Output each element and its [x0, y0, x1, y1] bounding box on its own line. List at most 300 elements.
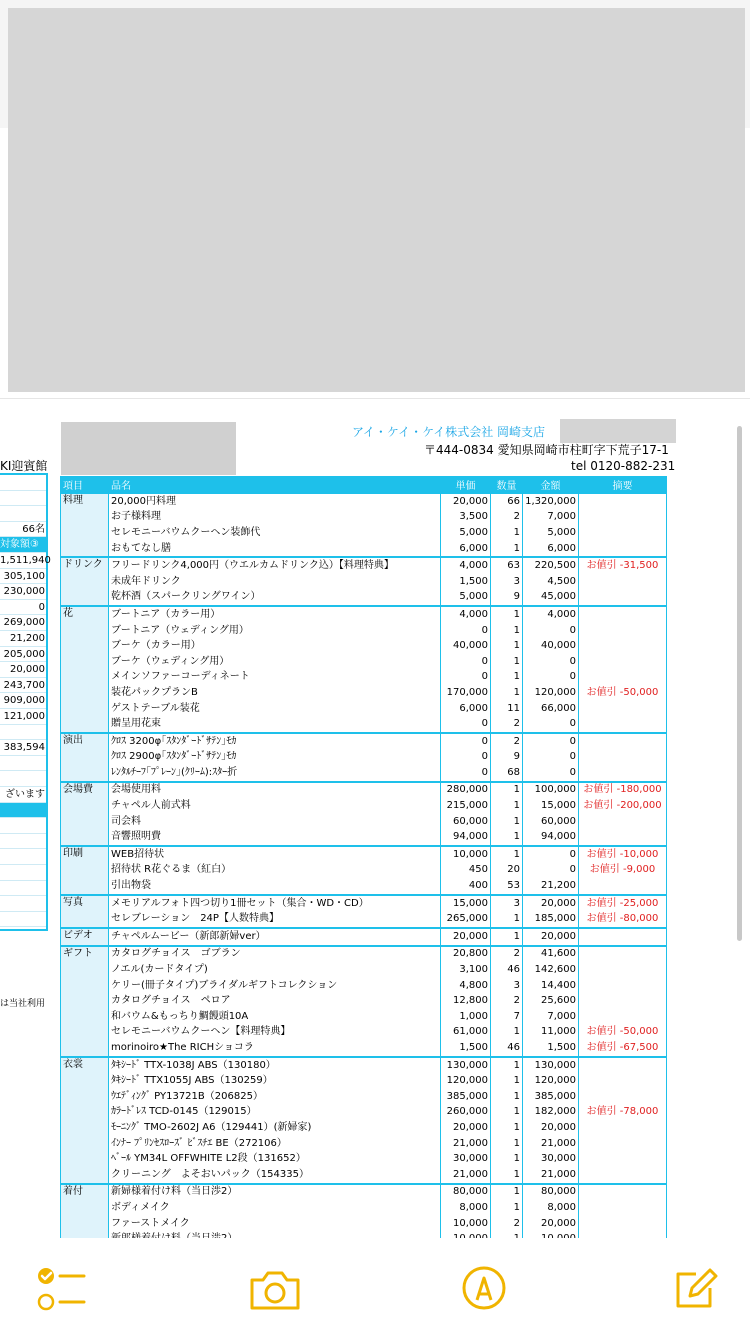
item-name: ｸﾛｽ 2900φ｢ｽﾀﾝﾀﾞｰﾄﾞｻﾃﾝ｣ﾓｶ: [109, 750, 441, 766]
quantity: 2: [491, 510, 523, 526]
quantity: 2: [491, 716, 523, 733]
table-row: [61, 928, 667, 946]
table-row: [61, 670, 667, 686]
quantity: 1: [491, 1057, 523, 1074]
amount: 185,000: [523, 911, 579, 928]
item-name: メインソファーコーディネート: [109, 670, 441, 686]
table-row: [61, 685, 667, 701]
left-panel-note: は当社利用: [0, 999, 46, 1009]
item-name: 司会料: [109, 814, 441, 830]
category-cell: [61, 1151, 109, 1167]
header-category: 項目: [61, 477, 109, 494]
amount: 8,000: [523, 1200, 579, 1216]
table-row: [61, 1073, 667, 1089]
amount: 220,500: [523, 557, 579, 574]
quantity: 1: [491, 1120, 523, 1136]
quantity: 9: [491, 750, 523, 766]
category-cell: [61, 863, 109, 879]
quantity: 66: [491, 493, 523, 510]
unit-price: 0: [441, 765, 491, 782]
unit-price: 0: [441, 670, 491, 686]
unit-price: 6,000: [441, 541, 491, 558]
unit-price: 21,000: [441, 1167, 491, 1184]
discount-note: お値引 -200,000: [579, 798, 667, 814]
unit-price: 0: [441, 716, 491, 733]
item-name: ｸﾛｽ 3200φ｢ｽﾀﾝﾀﾞｰﾄﾞｻﾃﾝ｣ﾓｶ: [109, 733, 441, 750]
left-panel-row: 対象額③: [0, 537, 46, 553]
discount-note: [579, 829, 667, 846]
unit-price: 120,000: [441, 1073, 491, 1089]
compose-icon[interactable]: [672, 1266, 720, 1314]
table-row: [61, 878, 667, 895]
unit-price: 215,000: [441, 798, 491, 814]
item-name: おもてなし膳: [109, 541, 441, 558]
category-cell: [61, 765, 109, 782]
quantity: 1: [491, 1025, 523, 1041]
discount-note: お値引 -25,000: [579, 895, 667, 912]
category-cell: [61, 1073, 109, 1089]
left-panel-row: 66名: [0, 522, 46, 538]
amount: 0: [523, 670, 579, 686]
discount-note: お値引 -67,500: [579, 1040, 667, 1057]
quantity: 1: [491, 1073, 523, 1089]
item-name: ﾀｷｼｰﾄﾞ TTX1055J ABS（130259）: [109, 1073, 441, 1089]
quantity: 1: [491, 1089, 523, 1105]
camera-icon[interactable]: [248, 1266, 302, 1314]
discount-note: [579, 978, 667, 994]
discount-note: [579, 1216, 667, 1232]
left-panel-row: 21,200: [0, 631, 46, 647]
discount-note: [579, 654, 667, 670]
quantity: 1: [491, 638, 523, 654]
table-row: [61, 493, 667, 510]
amount: 21,200: [523, 878, 579, 895]
quantity: 3: [491, 895, 523, 912]
category-cell: [61, 1167, 109, 1184]
discount-note: [579, 638, 667, 654]
unit-price: 400: [441, 878, 491, 895]
table-header-row: [61, 477, 667, 494]
table-row: [61, 895, 667, 912]
unit-price: 15,000: [441, 895, 491, 912]
category-cell: [61, 1200, 109, 1216]
category-cell: 演出: [61, 733, 109, 750]
quantity: 2: [491, 1216, 523, 1232]
scrollbar[interactable]: [737, 426, 742, 941]
table-row: [61, 1040, 667, 1057]
table-row: [61, 638, 667, 654]
item-name: ブートニア（カラー用）: [109, 606, 441, 623]
quantity: 1: [491, 1167, 523, 1184]
checklist-icon[interactable]: [34, 1266, 82, 1314]
item-name: お子様料理: [109, 510, 441, 526]
amount: 21,000: [523, 1136, 579, 1152]
header-unit-price: 単価: [441, 477, 491, 494]
amount: 6,000: [523, 541, 579, 558]
category-cell: [61, 1040, 109, 1057]
amount: 120,000: [523, 685, 579, 701]
item-name: 未成年ドリンク: [109, 574, 441, 590]
item-name: ﾚﾝﾀﾙﾁｰﾌ｢ﾌﾟﾚｰﾝ｣(ｸﾘｰﾑ):ｽﾀｰ折: [109, 765, 441, 782]
unit-price: 3,500: [441, 510, 491, 526]
table-row: [61, 1151, 667, 1167]
amount: 100,000: [523, 782, 579, 799]
item-name: カタログチョイス ゴブラン: [109, 946, 441, 963]
quantity: 1: [491, 541, 523, 558]
quantity: 53: [491, 878, 523, 895]
item-name: クリーニング よそおいパック（154335）: [109, 1167, 441, 1184]
category-cell: 印刷: [61, 846, 109, 863]
category-cell: [61, 1025, 109, 1041]
left-panel-row: [0, 912, 46, 928]
table-row: [61, 946, 667, 963]
table-row: [61, 750, 667, 766]
quantity: 63: [491, 557, 523, 574]
left-panel-row: [0, 725, 46, 741]
quantity: 1: [491, 928, 523, 946]
header-amount: 金額: [523, 477, 579, 494]
table-row: [61, 782, 667, 799]
category-cell: [61, 978, 109, 994]
table-row: [61, 701, 667, 717]
quantity: 1: [491, 829, 523, 846]
category-cell: 写真: [61, 895, 109, 912]
item-name: 引出物袋: [109, 878, 441, 895]
item-name: ブーケ（カラー用）: [109, 638, 441, 654]
amount: 0: [523, 846, 579, 863]
discount-note: [579, 1009, 667, 1025]
discount-note: [579, 1136, 667, 1152]
amount: 11,000: [523, 1025, 579, 1041]
unit-price: 0: [441, 623, 491, 639]
left-panel-row: [0, 896, 46, 912]
discount-note: お値引 -50,000: [579, 1025, 667, 1041]
category-cell: [61, 829, 109, 846]
quantity: 1: [491, 1136, 523, 1152]
table-row: [61, 798, 667, 814]
unit-price: 4,000: [441, 557, 491, 574]
item-name: ﾍﾞｰﾙ YM34L OFFWHITE L2段（131652）: [109, 1151, 441, 1167]
discount-note: [579, 574, 667, 590]
item-name: ゲストテーブル装花: [109, 701, 441, 717]
category-cell: ビデオ: [61, 928, 109, 946]
table-row: [61, 846, 667, 863]
category-cell: [61, 911, 109, 928]
unit-price: 8,000: [441, 1200, 491, 1216]
unit-price: 1,500: [441, 1040, 491, 1057]
left-panel-row: [0, 834, 46, 850]
left-panel-row: 243,700: [0, 678, 46, 694]
table-row: [61, 623, 667, 639]
discount-note: [579, 928, 667, 946]
left-panel-row: [0, 818, 46, 834]
discount-note: [579, 1120, 667, 1136]
item-name: 和バウム&もっちり鯛饅頭10A: [109, 1009, 441, 1025]
amount: 40,000: [523, 638, 579, 654]
venue-name: KI迎賓館: [0, 459, 48, 473]
discount-note: お値引 -10,000: [579, 846, 667, 863]
table-row: [61, 1105, 667, 1121]
quantity: 1: [491, 525, 523, 541]
discount-note: お値引 -50,000: [579, 685, 667, 701]
table-row: [61, 557, 667, 574]
discount-note: [579, 733, 667, 750]
category-cell: 花: [61, 606, 109, 623]
category-cell: [61, 670, 109, 686]
table-row: [61, 1025, 667, 1041]
amount: 5,000: [523, 525, 579, 541]
quantity: 68: [491, 765, 523, 782]
unit-price: 280,000: [441, 782, 491, 799]
item-name: ボディメイク: [109, 1200, 441, 1216]
discount-note: お値引 -180,000: [579, 782, 667, 799]
amount: 130,000: [523, 1057, 579, 1074]
item-name: セレモニーバウムクーヘン【料理特典】: [109, 1025, 441, 1041]
item-name: ノエル(カードタイプ): [109, 962, 441, 978]
unit-price: 3,100: [441, 962, 491, 978]
unit-price: 10,000: [441, 1216, 491, 1232]
table-row: [61, 733, 667, 750]
table-row: [61, 765, 667, 782]
unit-price: 0: [441, 733, 491, 750]
category-cell: [61, 878, 109, 895]
amount: 66,000: [523, 701, 579, 717]
unit-price: 1,000: [441, 1009, 491, 1025]
item-name: morinoiro★The RICHショコラ: [109, 1040, 441, 1057]
unit-price: 260,000: [441, 1105, 491, 1121]
category-cell: [61, 1105, 109, 1121]
amount: 142,600: [523, 962, 579, 978]
table-row: [61, 1089, 667, 1105]
item-name: セレモニーバウムクーヘン装飾代: [109, 525, 441, 541]
category-cell: [61, 541, 109, 558]
item-name: ｳｴﾃﾞｨﾝｸﾞ PY13721B（206825）: [109, 1089, 441, 1105]
amount: 4,000: [523, 606, 579, 623]
amount: 60,000: [523, 814, 579, 830]
item-name: セレブレーション 24P【人数特典】: [109, 911, 441, 928]
item-name: メモリアルフォト四つ切り1冊セット（集合・WD・CD）: [109, 895, 441, 912]
markup-pen-icon[interactable]: [462, 1266, 510, 1314]
amount: 0: [523, 733, 579, 750]
redacted-image-area: [8, 8, 745, 392]
quantity: 46: [491, 1040, 523, 1057]
redacted-branch-detail: [560, 419, 676, 443]
amount: 120,000: [523, 1073, 579, 1089]
redacted-customer-block: [61, 422, 236, 475]
invoice-document[interactable]: [0, 398, 750, 1239]
left-panel-row: [0, 865, 46, 881]
amount: 7,000: [523, 1009, 579, 1025]
left-panel-row: 305,100: [0, 569, 46, 585]
quantity: 2: [491, 993, 523, 1009]
category-cell: 着付: [61, 1184, 109, 1201]
unit-price: 30,000: [441, 1151, 491, 1167]
amount: 0: [523, 750, 579, 766]
table-row: [61, 1216, 667, 1232]
table-row: [61, 1120, 667, 1136]
discount-note: [579, 765, 667, 782]
table-row: [61, 716, 667, 733]
left-panel-row: [0, 475, 46, 491]
unit-price: 4,000: [441, 606, 491, 623]
discount-note: [579, 623, 667, 639]
quantity: 46: [491, 962, 523, 978]
quantity: 1: [491, 1184, 523, 1201]
item-name: ｶﾗｰﾄﾞﾚｽ TCD-0145（129015）: [109, 1105, 441, 1121]
unit-price: 20,000: [441, 493, 491, 510]
table-row: [61, 654, 667, 670]
quantity: 9: [491, 590, 523, 607]
header-note: 摘要: [579, 477, 667, 494]
unit-price: 5,000: [441, 525, 491, 541]
quantity: 11: [491, 701, 523, 717]
discount-note: [579, 962, 667, 978]
category-cell: [61, 750, 109, 766]
bottom-toolbar: [0, 1238, 750, 1334]
discount-note: [579, 1167, 667, 1184]
category-cell: [61, 638, 109, 654]
quantity: 1: [491, 670, 523, 686]
unit-price: 4,800: [441, 978, 491, 994]
unit-price: 80,000: [441, 1184, 491, 1201]
item-name: WEB招待状: [109, 846, 441, 863]
discount-note: [579, 878, 667, 895]
table-row: [61, 525, 667, 541]
category-cell: [61, 525, 109, 541]
category-cell: 会場費: [61, 782, 109, 799]
category-cell: [61, 701, 109, 717]
quantity: 1: [491, 1105, 523, 1121]
unit-price: 20,000: [441, 928, 491, 946]
unit-price: 21,000: [441, 1136, 491, 1152]
unit-price: 5,000: [441, 590, 491, 607]
unit-price: 1,500: [441, 574, 491, 590]
item-name: ﾓｰﾆﾝｸﾞ TMO-2602J A6（129441）(新婦家): [109, 1120, 441, 1136]
item-name: 音響照明費: [109, 829, 441, 846]
discount-note: [579, 701, 667, 717]
left-panel-row: 230,000: [0, 584, 46, 600]
discount-note: [579, 493, 667, 510]
item-name: ﾀｷｼｰﾄﾞ TTX-1038J ABS（130180）: [109, 1057, 441, 1074]
discount-note: [579, 1151, 667, 1167]
unit-price: 265,000: [441, 911, 491, 928]
category-cell: [61, 798, 109, 814]
category-cell: [61, 1136, 109, 1152]
amount: 21,000: [523, 1167, 579, 1184]
amount: 0: [523, 863, 579, 879]
category-cell: [61, 814, 109, 830]
company-address: 〒444-0834 愛知県岡崎市柱町字下荒子17-1: [424, 443, 669, 457]
quantity: 1: [491, 782, 523, 799]
discount-note: [579, 946, 667, 963]
unit-price: 0: [441, 750, 491, 766]
table-row: [61, 962, 667, 978]
left-panel-row: 269,000: [0, 615, 46, 631]
unit-price: 40,000: [441, 638, 491, 654]
unit-price: 20,800: [441, 946, 491, 963]
company-name: アイ・ケイ・ケイ株式会社 岡崎支店: [352, 425, 546, 439]
discount-note: [579, 1089, 667, 1105]
amount: 94,000: [523, 829, 579, 846]
item-name: ブートニア（ウェディング用）: [109, 623, 441, 639]
quantity: 2: [491, 733, 523, 750]
quantity: 1: [491, 623, 523, 639]
category-cell: [61, 685, 109, 701]
table-row: [61, 510, 667, 526]
left-summary-panel: [0, 473, 51, 931]
discount-note: お値引 -78,000: [579, 1105, 667, 1121]
amount: 1,320,000: [523, 493, 579, 510]
unit-price: 61,000: [441, 1025, 491, 1041]
unit-price: 10,000: [441, 846, 491, 863]
left-panel-row: 205,000: [0, 647, 46, 663]
category-cell: [61, 993, 109, 1009]
left-panel-row: 383,594: [0, 740, 46, 756]
category-cell: [61, 962, 109, 978]
header-quantity: 数量: [491, 477, 523, 494]
unit-price: 0: [441, 654, 491, 670]
item-name: フリードリンク4,000円（ウエルカムドリンク込）【料理特典】: [109, 557, 441, 574]
invoice-table: [60, 476, 667, 1263]
left-panel-row: [0, 881, 46, 897]
quantity: 1: [491, 654, 523, 670]
item-name: 乾杯酒（スパークリングワイン）: [109, 590, 441, 607]
table-row: [61, 1057, 667, 1074]
category-cell: [61, 590, 109, 607]
discount-note: [579, 541, 667, 558]
left-panel-row: 0: [0, 600, 46, 616]
discount-note: [579, 590, 667, 607]
item-name: 装花パックプランB: [109, 685, 441, 701]
discount-note: [579, 1057, 667, 1074]
item-name: 贈呈用花束: [109, 716, 441, 733]
discount-note: [579, 750, 667, 766]
category-cell: [61, 716, 109, 733]
table-row: [61, 1184, 667, 1201]
left-panel-row: 1,511,940: [0, 553, 46, 569]
unit-price: 60,000: [441, 814, 491, 830]
item-name: ケリー(冊子タイプ)ブライダルギフトコレクション: [109, 978, 441, 994]
discount-note: [579, 1200, 667, 1216]
item-name: 会場使用料: [109, 782, 441, 799]
table-row: [61, 574, 667, 590]
amount: 20,000: [523, 1120, 579, 1136]
item-name: カタログチョイス ペロア: [109, 993, 441, 1009]
quantity: 3: [491, 978, 523, 994]
amount: 182,000: [523, 1105, 579, 1121]
discount-note: [579, 716, 667, 733]
left-panel-row: ざいます: [0, 787, 46, 803]
discount-note: [579, 814, 667, 830]
left-panel-row: [0, 771, 46, 787]
amount: 385,000: [523, 1089, 579, 1105]
category-cell: [61, 1009, 109, 1025]
quantity: 1: [491, 1151, 523, 1167]
amount: 0: [523, 716, 579, 733]
category-cell: [61, 1120, 109, 1136]
table-row: [61, 1167, 667, 1184]
amount: 45,000: [523, 590, 579, 607]
quantity: 2: [491, 946, 523, 963]
amount: 25,600: [523, 993, 579, 1009]
discount-note: [579, 993, 667, 1009]
quantity: 7: [491, 1009, 523, 1025]
quantity: 1: [491, 685, 523, 701]
discount-note: お値引 -9,000: [579, 863, 667, 879]
discount-note: お値引 -80,000: [579, 911, 667, 928]
amount: 1,500: [523, 1040, 579, 1057]
amount: 20,000: [523, 928, 579, 946]
